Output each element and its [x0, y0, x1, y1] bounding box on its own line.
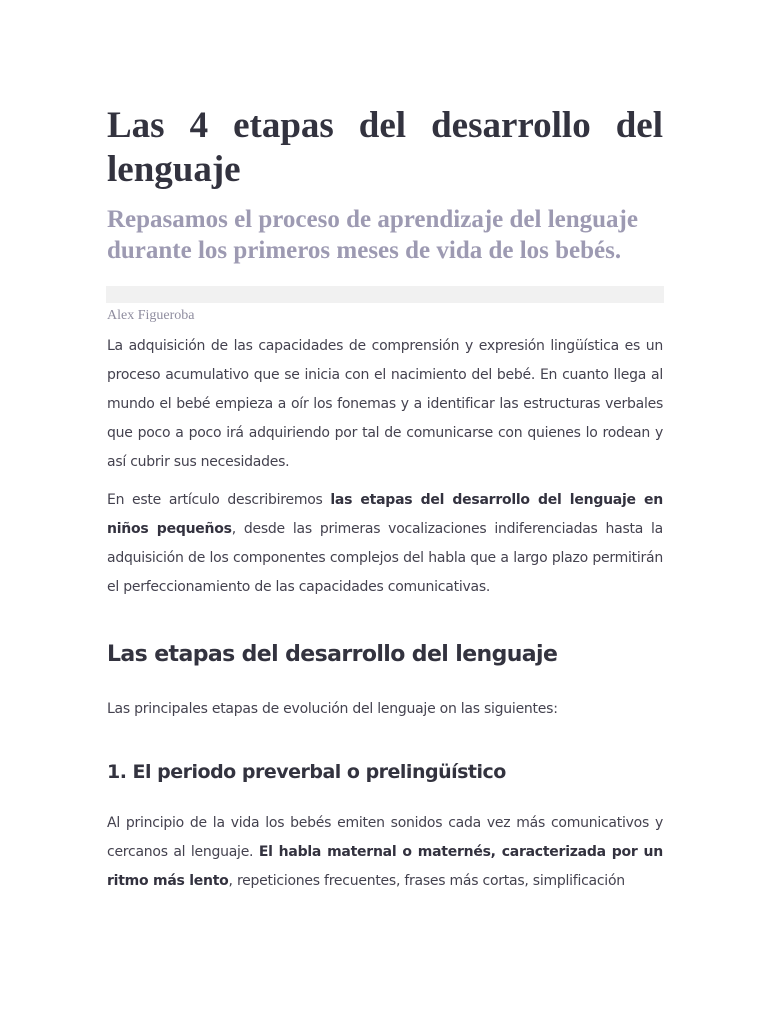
paragraph-2-text-start: En este artículo describiremos: [107, 492, 331, 508]
section-intro: Las principales etapas de evolución del lenguaje on las siguientes:: [107, 701, 558, 717]
paragraph-4-text-start: Al principio de la vida los bebés emiten sonidos cada vez más comunicativos y cercanos al lenguaje.: [107, 815, 663, 860]
section-heading: Las etapas del desarrollo del lenguaje: [107, 642, 558, 667]
subsection-heading: 1. El periodo preverbal o prelingüístico: [107, 761, 506, 783]
paragraph-2-bold-text: las etapas del desarrollo del lenguaje en niños pequeños: [107, 492, 663, 537]
article-subtitle: Repasamos el proceso de aprendizaje del lenguaje durante los primeros meses de vida de los bebés.: [107, 206, 638, 264]
paragraph-4-bold-text: El habla maternal o maternés, caracterizada por un ritmo más lento: [107, 844, 663, 889]
article-body: [107, 104, 663, 896]
intro-paragraph: La adquisición de las capacidades de comprensión y expresión lingüística es un proceso acumulativo que se inicia con el nacimiento del bebé. En cuanto llega al mundo el bebé empieza a oír los fonemas y a identificar las estructuras verbales que poco a poco irá adquiriendo por tal de comunicarse con quienes lo rodean y así cubrir sus necesidades.: [107, 338, 663, 470]
author-name: Alex Figueroba: [107, 308, 195, 323]
separator-bar: [106, 286, 664, 303]
article-title: Las 4 etapas del desarrollo del lenguaje: [107, 105, 663, 190]
paragraph-2: [107, 486, 663, 602]
paragraph-2-text-end: , desde las primeras vocalizaciones indiferenciadas hasta la adquisición de los componentes complejos del habla que a largo plazo permitirán el perfeccionamiento de las capacidades comunicativas.: [107, 521, 664, 595]
paragraph-4: [107, 809, 663, 896]
paragraph-4-text-end: , repeticiones frecuentes, frases más cortas, simplificación: [228, 873, 625, 889]
